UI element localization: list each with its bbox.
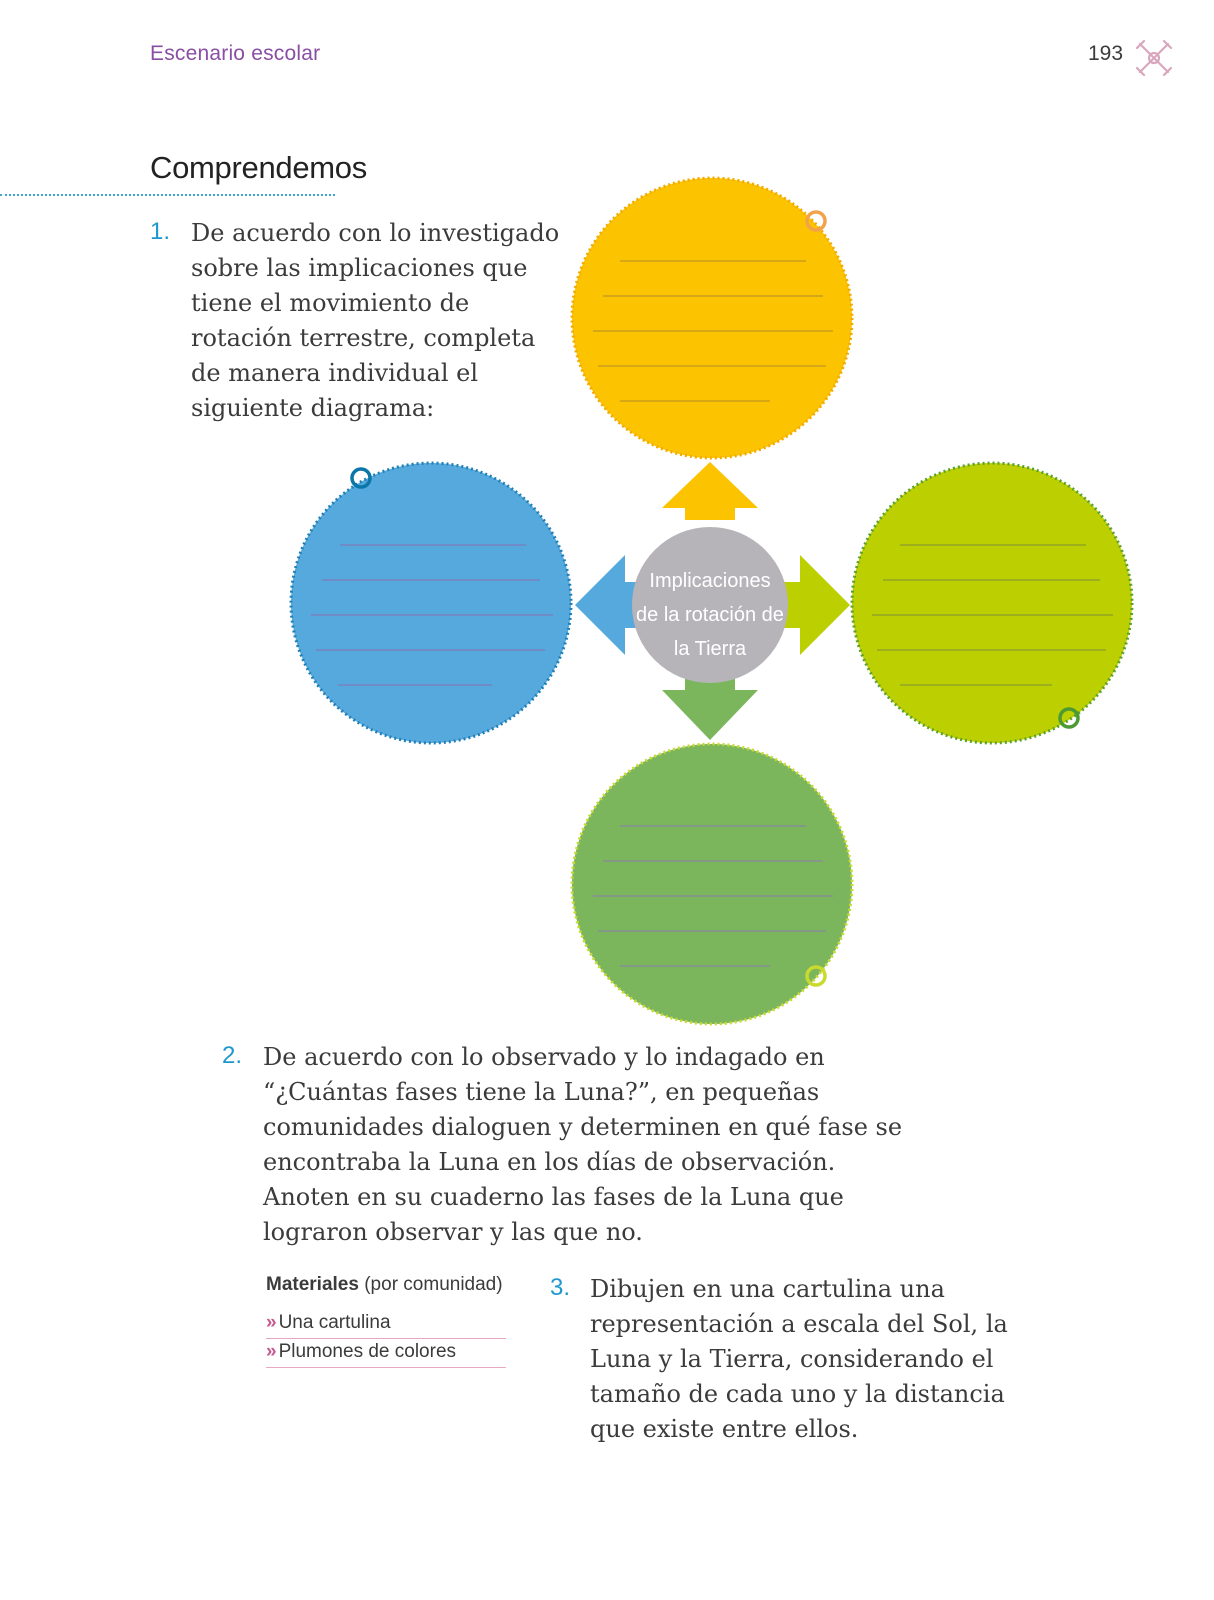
item-2-text: De acuerdo con lo observado y lo indagado en “¿Cuántas fases tiene la Luna?”, en pequeñas comunidades dialoguen y determinen en qué fase se encontraba la Luna en los días de observación. Anoten en su cuaderno las fases de la Luna que lograron observar y las que no. — [263, 1043, 903, 1246]
section-title: Comprendemos — [150, 150, 367, 185]
material-item — [266, 1339, 506, 1368]
chevron-right-icon: » — [266, 1312, 277, 1333]
circle-top[interactable] — [572, 178, 852, 458]
circle-bottom[interactable] — [572, 744, 852, 1024]
item-3-number: 3. — [550, 1274, 571, 1301]
circle-left[interactable] — [291, 463, 571, 743]
materials-title — [266, 1274, 506, 1296]
circle-right[interactable] — [852, 463, 1132, 743]
material-item — [266, 1310, 506, 1339]
section-label: Escenario escolar — [150, 42, 321, 65]
center-label-line-3: la Tierra — [673, 638, 747, 660]
arrow-down — [662, 675, 758, 740]
center-label-line-1: Implicaciones — [649, 570, 771, 592]
materials-box — [266, 1274, 506, 1368]
item-1-text: De acuerdo con lo investigado sobre las implicaciones que tiene el movimiento de rotación terrestre, completa de manera individual el siguiente diagrama: — [191, 219, 560, 422]
item-3-text: Dibujen en una cartulina una representación a escala del Sol, la Luna y la Tierra, considerando el tamaño de cada uno y la distancia que existe entre ellos. — [590, 1275, 1008, 1443]
center-node — [632, 527, 788, 683]
materials-title-bold: Materiales — [266, 1274, 359, 1295]
center-label-line-2: de la rotación de — [636, 604, 784, 626]
page-number: 193 — [1088, 42, 1124, 65]
chevron-right-icon: » — [266, 1341, 277, 1362]
item-2-number: 2. — [222, 1042, 243, 1069]
arrow-up — [662, 462, 758, 520]
arrow-left — [575, 555, 625, 655]
arrow-right — [800, 555, 850, 655]
material-item-label: Una cartulina — [278, 1312, 391, 1333]
material-item-label: Plumones de colores — [278, 1341, 457, 1362]
item-1-number: 1. — [150, 218, 171, 245]
materials-title-rest: (por comunidad) — [358, 1274, 503, 1295]
